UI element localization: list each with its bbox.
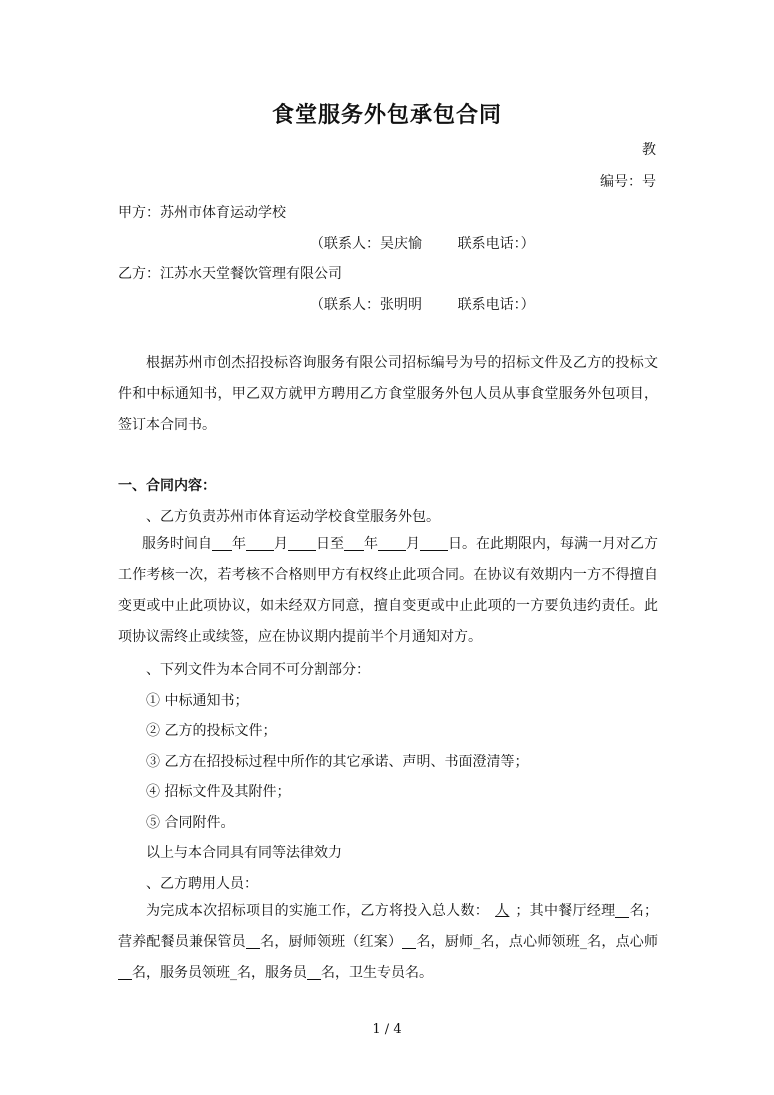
staff-total: 人 xyxy=(495,903,510,919)
staff-text: 名；营养配餐员兼保管员 xyxy=(118,903,659,950)
blank-field xyxy=(118,963,132,980)
party-b-contact: （联系人：张明明 联系电话：） xyxy=(310,297,535,313)
day-label: 日至 xyxy=(316,536,344,552)
party-a: 甲方：苏州市体育运动学校 xyxy=(118,205,286,221)
document-title: 食堂服务外包承包合同 xyxy=(271,102,502,128)
blank-field xyxy=(212,534,232,551)
party-a-contact: （联系人：吴庆愉 联系电话：） xyxy=(310,236,535,252)
equal-effect-note: 以上与本合同具有同等法律效力 xyxy=(146,845,342,861)
section-heading: 一、合同内容： xyxy=(118,478,216,494)
blank-field xyxy=(307,963,321,980)
doc-item: ① 中标通知书； xyxy=(146,693,249,709)
intro-paragraph: 根据苏州市创杰招投标咨询服务有限公司招标编号为号的招标文件及乙方的投标文件和中标通知书，甲乙双方就甲方聘用乙方食堂服务外包人员从事食堂服务外包项目，签订本合同书。 xyxy=(118,355,658,433)
year-label: 年 xyxy=(364,536,378,552)
staffing-paragraph xyxy=(118,896,658,989)
staff-text: 名，厨师_名，点心师领班_名，点心师 xyxy=(416,934,659,950)
blank-field xyxy=(246,534,274,551)
doc-item: ② 乙方的投标文件； xyxy=(146,723,277,739)
doc-item: ③ 乙方在招投标过程中所作的其它承诺、声明、书面澄清等； xyxy=(146,754,529,770)
staff-text: 名，服务员领班_名，服务员 xyxy=(132,965,307,981)
blank-field xyxy=(344,534,364,551)
clause-1: 、乙方负责苏州市体育运动学校食堂服务外包。 xyxy=(146,509,440,525)
header-label: 教 xyxy=(642,142,656,158)
blank-field xyxy=(246,932,260,949)
blank-field xyxy=(615,901,629,918)
month-label: 月 xyxy=(406,536,420,552)
page-number: 1 / 4 xyxy=(372,1022,402,1037)
service-time-label: 服务时间自 xyxy=(142,536,212,552)
clause-2: 、下列文件为本合同不可分割部分： xyxy=(146,662,370,678)
day-label: 日。 xyxy=(448,536,476,552)
staff-text: 名，卫生专员名。 xyxy=(321,965,433,981)
doc-item: ④ 招标文件及其附件； xyxy=(146,784,291,800)
service-period-paragraph xyxy=(118,529,658,653)
contract-number: 编号：号 xyxy=(600,174,656,190)
blank-field xyxy=(420,534,448,551)
staff-text: 为完成本次招标项目的实施工作，乙方将投入总人数： xyxy=(146,903,490,919)
staff-text: ；其中餐厅经理 xyxy=(515,903,616,919)
month-label: 月 xyxy=(274,536,288,552)
year-label: 年 xyxy=(232,536,246,552)
clause-3: 、乙方聘用人员： xyxy=(146,876,258,892)
blank-field xyxy=(378,534,406,551)
service-terms: 在此期限内，每满一月对乙方工作考核一次，若考核不合格则甲方有权终止此项合同。在协议有效期内一方不得擅自变更或中止此项协议，如未经双方同意，擅自变更或中止此项的一方要负违约责任。此项协议需终止或续签，应在协议期内提前半个月通知对方。 xyxy=(118,536,658,645)
party-b: 乙方：江苏水天堂餐饮管理有限公司 xyxy=(118,266,342,282)
staff-text: 名，厨师领班（红案） xyxy=(259,934,403,950)
blank-field xyxy=(402,932,416,949)
doc-item: ⑤ 合同附件。 xyxy=(146,815,235,831)
blank-field xyxy=(288,534,316,551)
